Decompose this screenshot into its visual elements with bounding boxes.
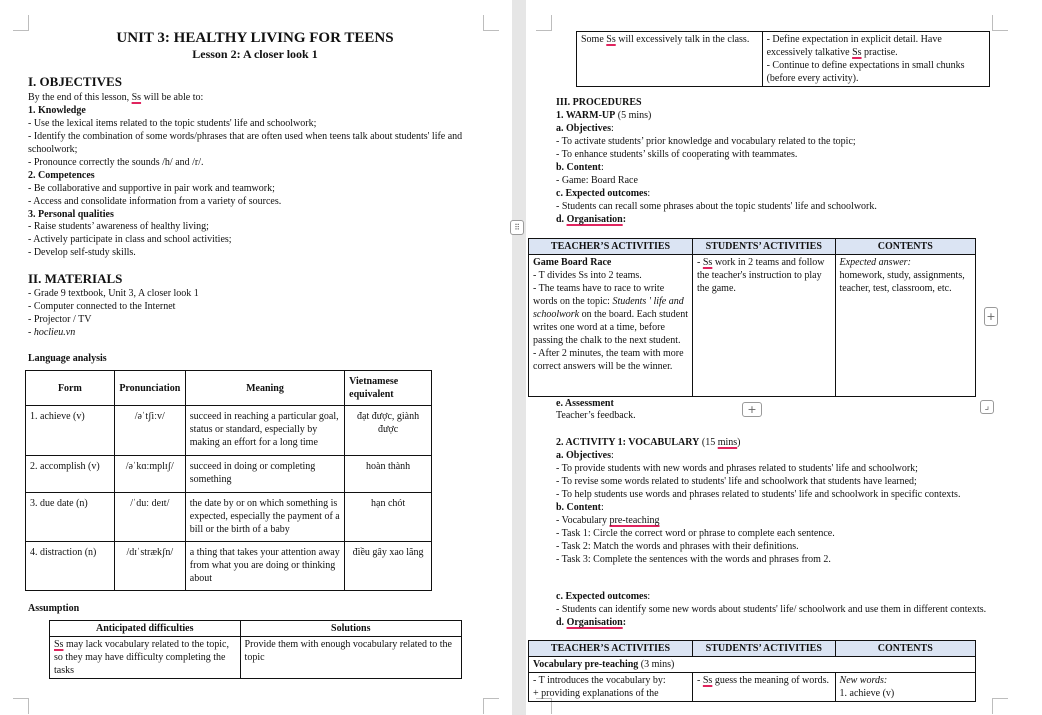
activity1-organisation-label: d. Organisation:	[556, 617, 627, 628]
objectives-intro: By the end of this lesson, Ss will be able to:	[28, 92, 204, 103]
section-span-cell: Vocabulary pre-teaching (3 mins)	[529, 657, 976, 673]
pronunciation-cell: /əˈtʃiːv/	[114, 406, 185, 456]
add-column-icon[interactable]: +	[984, 307, 998, 326]
personal-item: - Raise students’ awareness of healthy living;	[28, 221, 209, 232]
form-cell: 1. achieve (v)	[26, 406, 115, 456]
vietnamese-cell: đạt được, giành được	[345, 406, 432, 456]
warmup-objective: - To enhance students’ skills of cooperating with teammates.	[556, 149, 798, 160]
column-header: STUDENTS’ ACTIVITIES	[693, 239, 836, 255]
crop-mark-bottom-right	[992, 698, 1008, 714]
knowledge-item: schoolwork;	[28, 144, 78, 155]
hoclieu-link[interactable]: hoclieu.vn	[33, 327, 76, 338]
competences-item: - Be collaborative and supportive in pair work and teamwork;	[28, 183, 275, 194]
crop-mark-bottom-right	[483, 698, 499, 714]
pronunciation-cell: /ˈduː deɪt/	[114, 493, 185, 542]
warmup-content: - Game: Board Race	[556, 175, 638, 186]
difficulty-cell: Some Ss will excessively talk in the class.	[577, 32, 763, 87]
teacher-activities-cell: Game Board Race - T divides Ss into 2 teams. - The teams have to race to write words on the topic: Students ' life and schoolwork on the board. Each student writes one word at a time, before passing the chalk to the next student. - After 2 minutes, the team with more correct answers will be the winner.	[529, 255, 693, 397]
table-row	[26, 456, 432, 493]
competences-item: - Access and consolidate information from a variety of sources.	[28, 196, 282, 207]
table-row	[26, 406, 432, 456]
warmup-activities-table	[528, 238, 976, 397]
warmup-heading: 1. WARM-UP (5 mins)	[556, 110, 652, 121]
pronunciation-cell: /dɪˈstrækʃn/	[114, 542, 185, 591]
form-cell: 3. due date (n)	[26, 493, 115, 542]
knowledge-item: - Identify the combination of some words/phrases that are often used when teens talk about students' life and	[28, 131, 463, 142]
assessment-label: e. Assessment	[556, 398, 614, 409]
form-cell: 2. accomplish (v)	[26, 456, 115, 493]
knowledge-heading: 1. Knowledge	[28, 105, 86, 116]
activity1-content: - Vocabulary pre-teaching	[556, 515, 660, 526]
crop-mark-top-left	[13, 15, 29, 31]
vietnamese-cell: hạn chót	[345, 493, 432, 542]
warmup-outcome: - Students can recall some phrases about the topic students' life and schoolwork.	[556, 201, 877, 212]
crop-mark-bottom-left	[13, 698, 29, 714]
language-analysis-heading: Language analysis	[28, 353, 107, 364]
pronunciation-cell: /əˈkɑːmplɪʃ/	[114, 456, 185, 493]
page-gutter	[512, 0, 526, 715]
warmup-objectives-label: a. Objectives:	[556, 123, 614, 134]
materials-item: - Projector / TV	[28, 314, 92, 325]
meaning-cell: the date by or on which something is expected, especially the payment of a bill or the birth of a baby	[185, 493, 344, 542]
vietnamese-cell: hoàn thành	[345, 456, 432, 493]
objectives-heading: I. OBJECTIVES	[28, 74, 122, 89]
column-header: Solutions	[240, 621, 461, 637]
column-header: Meaning	[185, 371, 344, 406]
language-analysis-table	[25, 370, 432, 591]
table-row	[529, 657, 976, 673]
activity1-outcome: - Students can identify some new words about students' life/ schoolwork and use them in different contexts.	[556, 604, 987, 615]
activity1-objective: - To help students use words and phrases related to students' life and schoolwork in specific contexts.	[556, 489, 961, 500]
column-header: TEACHER’S ACTIVITIES	[529, 641, 693, 657]
warmup-outcomes-label: c. Expected outcomes:	[556, 188, 651, 199]
table-row	[529, 673, 976, 702]
students-activities-cell: - Ss guess the meaning of words.	[693, 673, 836, 702]
meaning-cell: succeed in doing or completing something	[185, 456, 344, 493]
knowledge-item: - Use the lexical items related to the topic students' life and schoolwork;	[28, 118, 317, 129]
teacher-activities-cell: - T introduces the vocabulary by: + providing explanations of the	[529, 673, 693, 702]
contents-cell: Expected answer: homework, study, assignments, teacher, test, classroom, etc.	[835, 255, 975, 397]
activity1-outcomes-label: c. Expected outcomes:	[556, 591, 651, 602]
vietnamese-cell: điều gây xao lãng	[345, 542, 432, 591]
meaning-cell: a thing that takes your attention away from what you are doing or thinking about	[185, 542, 344, 591]
personal-item: - Actively participate in class and school activities;	[28, 234, 232, 245]
column-header: Anticipated difficulties	[50, 621, 241, 637]
assessment-text: Teacher’s feedback.	[556, 410, 636, 421]
column-header: Form	[26, 371, 115, 406]
procedures-heading: III. PROCEDURES	[556, 97, 642, 108]
activity1-objective: - To revise some words related to students' life and schoolwork that students have learned;	[556, 476, 917, 487]
table-row	[26, 542, 432, 591]
activity1-content: - Task 2: Match the words and phrases with their definitions.	[556, 541, 799, 552]
column-header: TEACHER’S ACTIVITIES	[529, 239, 693, 255]
table-row	[26, 493, 432, 542]
table-move-handle-icon[interactable]: ⠿	[510, 220, 524, 235]
column-header: STUDENTS’ ACTIVITIES	[693, 641, 836, 657]
assumption-table-continued	[576, 31, 990, 87]
table-row	[529, 255, 976, 397]
solution-cell: Provide them with enough vocabulary related to the topic	[240, 637, 461, 679]
personal-item: - Develop self-study skills.	[28, 247, 136, 258]
column-header: CONTENTS	[835, 239, 975, 255]
assumption-heading: Assumption	[28, 603, 80, 614]
competences-heading: 2. Competences	[28, 170, 95, 181]
contents-cell: New words: 1. achieve (v)	[835, 673, 975, 702]
activity1-objective: - To provide students with new words and phrases related to students' life and schoolwork;	[556, 463, 918, 474]
materials-item: - hoclieu.vn	[28, 327, 76, 338]
column-header: Vietnamese equivalent	[345, 371, 432, 406]
table-row	[577, 32, 990, 87]
materials-item: - Computer connected to the Internet	[28, 301, 176, 312]
document-page-right	[526, 0, 1042, 715]
activity1-objectives-label: a. Objectives:	[556, 450, 614, 461]
table-resize-icon[interactable]: ⌟	[980, 400, 994, 414]
activity1-activities-table	[528, 640, 976, 702]
crop-mark-top-left	[536, 15, 552, 31]
column-header: Pronunciation	[114, 371, 185, 406]
document-page-left	[0, 0, 512, 715]
add-row-icon[interactable]: +	[742, 402, 762, 417]
column-header: CONTENTS	[835, 641, 975, 657]
warmup-objective: - To activate students’ prior knowledge and vocabulary related to the topic;	[556, 136, 856, 147]
students-activities-cell: - Ss work in 2 teams and follow the teacher's instruction to play the game.	[693, 255, 836, 397]
activity1-content: - Task 3: Complete the sentences with the words and phrases from 2.	[556, 554, 831, 565]
knowledge-item: - Pronounce correctly the sounds /h/ and /r/.	[28, 157, 204, 168]
materials-heading: II. MATERIALS	[28, 271, 123, 286]
crop-mark-top-right	[992, 15, 1008, 31]
table-row	[50, 637, 462, 679]
activity1-content: - Task 1: Circle the correct word or phrase to complete each sentence.	[556, 528, 835, 539]
document-subtitle: Lesson 2: A closer look 1	[192, 47, 318, 61]
document-title: UNIT 3: HEALTHY LIVING FOR TEENS	[116, 30, 394, 46]
meaning-cell: succeed in reaching a particular goal, status or standard, especially by making an effort for a long time	[185, 406, 344, 456]
personal-qualities-heading: 3. Personal qualities	[28, 209, 114, 220]
difficulty-cell: Ss may lack vocabulary related to the topic, so they may have difficulty completing the tasks	[50, 637, 241, 679]
warmup-organisation-label: d. Organisation:	[556, 214, 627, 225]
warmup-content-label: b. Content:	[556, 162, 604, 173]
crop-mark-top-right	[483, 15, 499, 31]
activity1-content-label: b. Content:	[556, 502, 604, 513]
form-cell: 4. distraction (n)	[26, 542, 115, 591]
solution-cell: - Define expectation in explicit detail. Have excessively talkative Ss practise. - Continue to define expectations in small chunks (before every activity).	[762, 32, 989, 87]
activity1-heading: 2. ACTIVITY 1: VOCABULARY (15 mins)	[556, 437, 741, 448]
materials-item: - Grade 9 textbook, Unit 3, A closer look 1	[28, 288, 199, 299]
assumption-table	[49, 620, 462, 679]
